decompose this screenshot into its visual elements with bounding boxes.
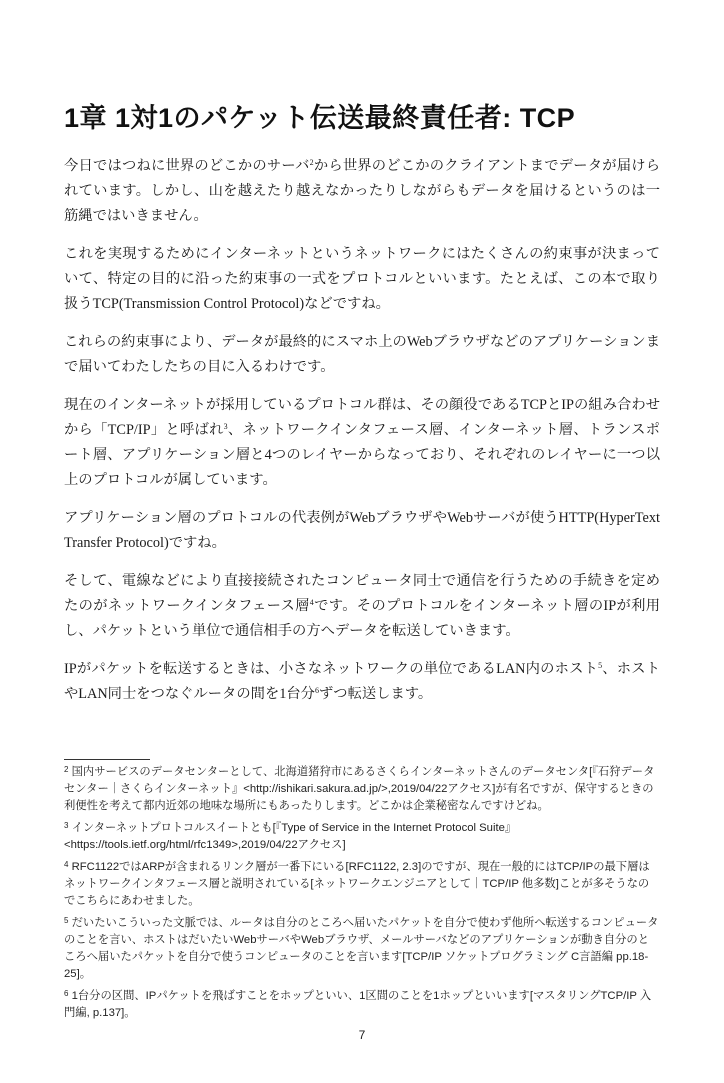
body-text [64, 154, 660, 707]
paragraph [64, 657, 660, 707]
footnote [64, 915, 660, 983]
footnote [64, 988, 660, 1022]
footnote-ref[interactable]: 6 [314, 686, 319, 695]
footnote-number: 6 [64, 989, 69, 998]
footnote-ref[interactable]: 5 [598, 661, 603, 670]
footnote-text: RFC1122ではARPが含まれるリンク層が一番下にいる[RFC1122, 2.3]のですが、現在一般的にはTCP/IPの最下層はネットワークインタフェース層と説明されている[ネットワークエンジニアとして｜TCP/IP 他多数]ことが多そうなのでこちらにあわせました。 [64, 861, 650, 907]
footnote-ref[interactable]: 4 [309, 598, 314, 607]
footnote [64, 859, 660, 910]
text: から世界のどこかのクライアントまでデータが届けられています。しかし、山を越えたり越えなかったりしながらもデータを届けるというのは一筋縄ではいきません。 [64, 158, 660, 224]
footnote-number: 4 [64, 860, 69, 869]
paragraph [64, 154, 660, 229]
footnote-number: 2 [64, 765, 69, 774]
footnote-text: 1台分の区間、IPパケットを飛ばすことをホップといい、1区間のことを1ホップといいます[マスタリングTCP/IP 入門編, p.137]。 [64, 990, 652, 1019]
footnotes [64, 764, 660, 1022]
paragraph [64, 393, 660, 493]
paragraph [64, 330, 660, 380]
footnote [64, 764, 660, 815]
paragraph [64, 569, 660, 644]
paragraph [64, 242, 660, 317]
footnote-ref[interactable]: 3 [223, 422, 228, 431]
text: ずつ転送します。 [318, 686, 433, 702]
text: 、ホストやLAN同士をつなぐルータの間を1台分 [64, 661, 660, 702]
chapter-title: 1章 1対1のパケット伝送最終責任者: TCP [64, 103, 576, 133]
text: アプリケーション層のプロトコルの代表例がWebブラウザやWebサーバが使うHTTP(HyperText Transfer Protocol)ですね。 [64, 510, 660, 551]
text: 、ネットワークインタフェース層、インターネット層、トランスポート層、アプリケーション層と4つのレイヤーからなっており、それぞれのレイヤーに一つ以上のプロトコルが属しています。 [64, 422, 660, 488]
footnote-text: だいたいこういった文脈では、ルータは自分のところへ届いたパケットを自分で使わず他所へ転送するコンピュータのことを言い、ホストはだいたいWebサーバやWebブラウザ、メールサーバなどのアプリケーションが動き自分のところへ届いたパケットを自分で使うコンピュータのことを言います[TCP/IP ソケットプログラミング C言語編 pp.18-25]。 [64, 917, 659, 980]
text: これらの約束事により、データが最終的にスマホ上のWebブラウザなどのアプリケーションまで届いてわたしたちの目に入るわけです。 [64, 334, 660, 375]
footnote-text: 国内サービスのデータセンターとして、北海道猪狩市にあるさくらインターネットさんのデータセンタ[『石狩データセンター｜さくらインターネット』<http://ishikari.sakura.ad.jp/>,2019/04/22アクセス]が有名ですが、保守するときの利便性を考えて都内近郊の地味な場所にもあったりします。どこかは企業秘密なんですけどね。 [64, 766, 655, 812]
footnote-text: インターネットプロトコルスイートとも[『Type of Service in the Internet Protocol Suite』<https://tools.ietf.org/html/rfc1349>,2019/04/22アクセス] [64, 822, 517, 851]
text: これを実現するためにインターネットというネットワークにはたくさんの約束事が決まっていて、特定の目的に沿った約束事の一式をプロトコルといいます。たとえば、この本で取り扱うTCP(Transmission Control Protocol)などですね。 [64, 246, 660, 312]
footnote-number: 5 [64, 916, 69, 925]
footnote-ref[interactable]: 2 [309, 158, 314, 167]
text: です。そのプロトコルをインターネット層のIPが利用し、パケットという単位で通信相手の方へデータを転送していきます。 [64, 598, 660, 639]
text: そして、電線などにより直接接続されたコンピュータ同士で通信を行うための手続きを定めたのがネットワークインタフェース層 [64, 573, 660, 614]
text: 今日ではつねに世界のどこかのサーバ [64, 158, 310, 174]
footnote-number: 3 [64, 821, 69, 830]
footnote-divider [64, 759, 150, 760]
text: 現在のインターネットが採用しているプロトコル群は、その顔役であるTCPとIPの組み合わせから「TCP/IP」と呼ばれ [64, 397, 660, 438]
paragraph [64, 506, 660, 556]
footnote [64, 820, 660, 854]
text: IPがパケットを転送するときは、小さなネットワークの単位であるLAN内のホスト [64, 661, 599, 677]
page-number: 7 [358, 1028, 366, 1042]
